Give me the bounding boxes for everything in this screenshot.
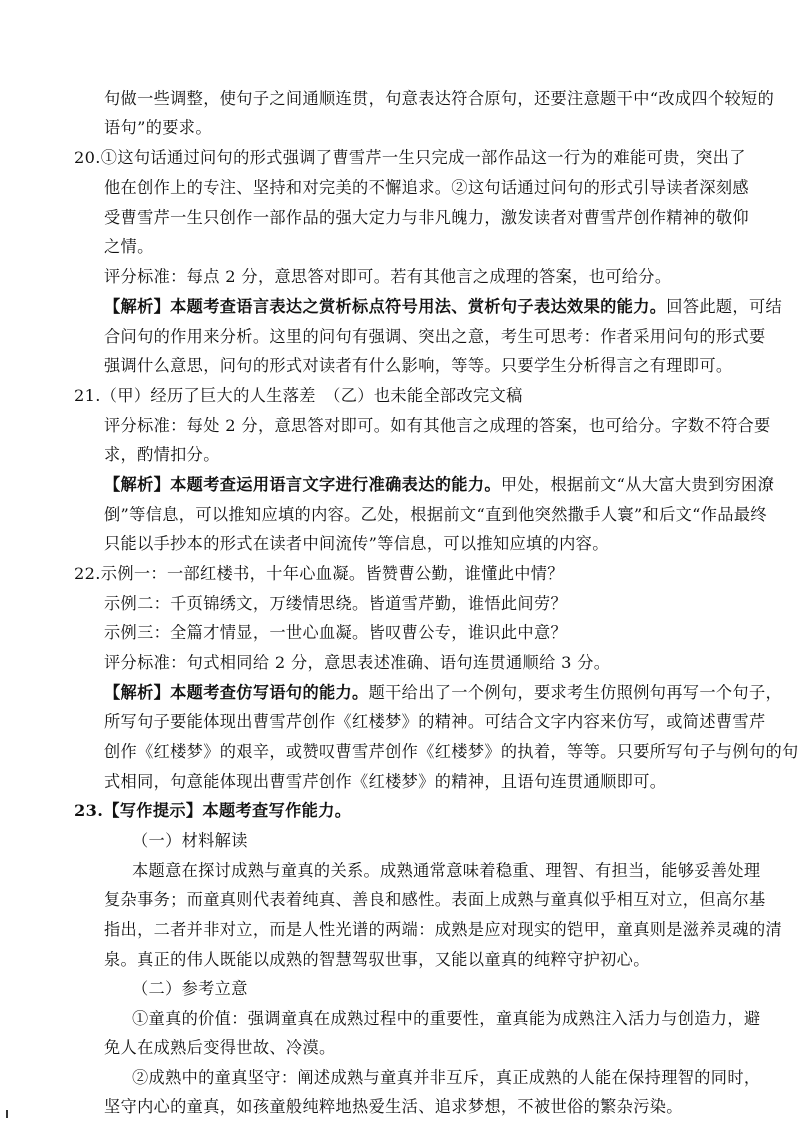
text-line: ②成熟中的童真坚守：阐述成熟与童真并非互斥，真正成熟的人能在保持理智的同时， bbox=[132, 1068, 761, 1087]
text-line: 本题意在探讨成熟与童真的关系。成熟通常意味着稳重、理智、有担当，能够妥善处理 bbox=[132, 861, 761, 880]
analysis-text: 甲处，根据前文“从大富大贵到穷困潦 bbox=[500, 475, 775, 494]
text-line: 坚守内心的童真，如孩童般纯粹地热爱生活、追求梦想，不被世俗的繁杂污染。 bbox=[104, 1097, 683, 1116]
text-line: 合问句的作用来分析。这里的问句有强调、突出之意，考生可思考：作者采用问句的形式要 bbox=[104, 327, 766, 346]
text-line: 创作《红楼梦》的艰辛，或赞叹曹雪芹创作《红楼梦》的执着，等等。只要所写句子与例句的句 bbox=[104, 742, 799, 761]
text-line: 他在创作上的专注、坚持和对完美的不懈追求。②这句话通过问句的形式引导读者深刻感 bbox=[104, 178, 749, 197]
text-line: 只能以手抄本的形式在读者中间流传”等信息，可以推知应填的内容。 bbox=[104, 534, 609, 553]
text-line: 泉。真正的伟人既能以成熟的智慧驾驭世事，又能以童真的纯粹守护初心。 bbox=[104, 950, 650, 969]
analysis-line bbox=[104, 474, 774, 496]
analysis-line bbox=[104, 296, 782, 318]
scoring-standard: 评分标准：每处 2 分，意思答对即可。如有其他言之成理的答案，也可给分。字数不符合要 bbox=[104, 416, 771, 435]
scoring-standard: 评分标准：每点 2 分，意思答对即可。若有其他言之成理的答案，也可给分。 bbox=[104, 267, 672, 286]
q23-heading: 23.【写作提示】本题考查写作能力。 bbox=[74, 801, 352, 820]
analysis-text: 回答此题，可结 bbox=[666, 297, 783, 316]
scoring-standard: 评分标准：句式相同给 2 分，意思表述准确、语句连贯通顺给 3 分。 bbox=[104, 653, 611, 672]
text-line: 之情。 bbox=[104, 237, 154, 256]
text-line: 语句”的要求。 bbox=[104, 118, 212, 137]
analysis-line bbox=[104, 682, 782, 704]
text-line: 免人在成熟后变得世故、冷漠。 bbox=[104, 1038, 336, 1057]
text-line: 求，酌情扣分。 bbox=[104, 445, 220, 464]
section-heading: （二）参考立意 bbox=[132, 979, 248, 998]
analysis-label: 【解析】本题考查语言表达之赏析标点符号用法、赏析句子表达效果的能力。 bbox=[104, 297, 667, 316]
text-line: ①童真的价值：强调童真在成熟过程中的重要性，童真能为成熟注入活力与创造力，避 bbox=[132, 1009, 761, 1028]
example-line: 示例三：全篇才情显，一世心血凝。皆叹曹公专，谁识此中意？ bbox=[104, 623, 568, 642]
text-line: 强调什么意思，问句的形式对读者有什么影响，等等。只要学生分析得言之有理即可。 bbox=[104, 356, 733, 375]
text-line: 式相同，句意能体现出曹雪芹创作《红楼梦》的精神，且语句连贯通顺即可。 bbox=[104, 772, 667, 791]
text-line: 复杂事务；而童真则代表着纯真、善良和感性。表面上成熟与童真似乎相互对立，但高尔基 bbox=[104, 890, 766, 909]
section-heading: （一）材料解读 bbox=[132, 831, 248, 850]
analysis-text: 题干给出了一个例句，要求考生仿照例句再写一个句子， bbox=[368, 683, 783, 702]
q20-line: 20.①这句话通过问句的形式强调了曹雪芹一生只完成一部作品这一行为的难能可贵，突出了 bbox=[74, 148, 746, 167]
q21-line: 21.（甲）经历了巨大的人生落差 （乙）也未能全部改完文稿 bbox=[74, 386, 523, 405]
text-line: 倒”等信息，可以推知应填的内容。乙处，根据前文“直到他突然撒手人寰”和后文“作品最终 bbox=[104, 505, 767, 524]
text-line: 所写句子要能体现出曹雪芹创作《红楼梦》的精神。可结合文字内容来仿写，或简述曹雪芹 bbox=[104, 712, 766, 731]
q22-line: 22.示例一：一部红楼书，十年心血凝。皆赞曹公勤，谁懂此中情？ bbox=[74, 564, 564, 583]
text-line: 受曹雪芹一生只创作一部作品的强大定力与非凡魄力，激发读者对曹雪芹创作精神的敬仰 bbox=[104, 208, 749, 227]
example-line: 示例二：千页锦绣文，万缕情思绕。皆道雪芹勤，谁悟此间劳？ bbox=[104, 594, 568, 613]
text-line: 指出，二者并非对立，而是人性光谱的两端：成熟是应对现实的铠甲，童真则是滋养灵魂的清 bbox=[104, 920, 783, 939]
page-footer-holder bbox=[0, 1102, 800, 1124]
analysis-label: 【解析】本题考查运用语言文字进行准确表达的能力。 bbox=[104, 475, 501, 494]
analysis-label: 【解析】本题考查仿写语句的能力。 bbox=[104, 683, 369, 702]
text-line: 句做一些调整，使句子之间通顺连贯，句意表达符合原句，还要注意题干中“改成四个较短的 bbox=[104, 89, 775, 108]
